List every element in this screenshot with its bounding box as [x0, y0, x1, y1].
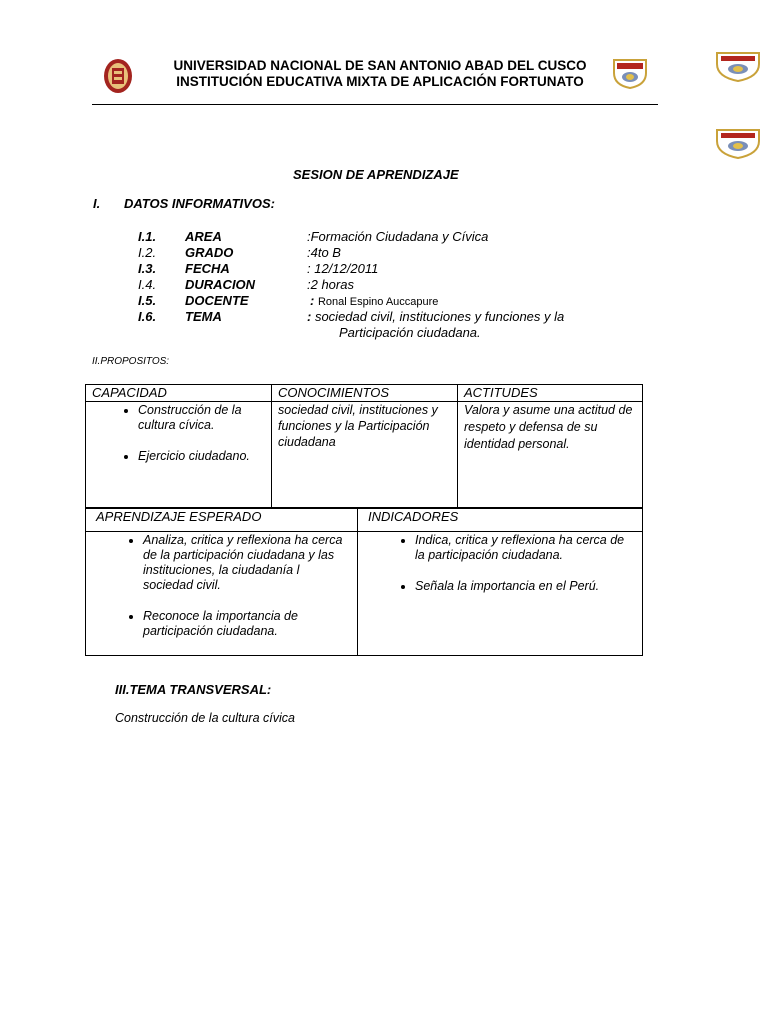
header-actitudes: ACTITUDES — [458, 385, 643, 402]
info-row-value: : 12/12/2011 — [307, 261, 379, 276]
header-conocimientos: CONOCIMIENTOS — [272, 385, 458, 402]
aprendizaje-cell — [86, 532, 358, 656]
info-row-key: AREA — [185, 229, 222, 244]
info-row-num: I.1. — [138, 229, 157, 244]
aprendizaje-table — [85, 508, 643, 656]
propositos-table — [85, 384, 643, 508]
info-row-key: TEMA — [185, 309, 222, 324]
info-row-value: :Formación Ciudadana y Cívica — [307, 229, 489, 244]
header-indicadores: INDICADORES — [358, 509, 643, 532]
info-row-value: :4to B — [307, 245, 341, 260]
conocimientos-cell: sociedad civil, instituciones y funciones y la Participación ciudadana — [272, 402, 458, 508]
info-row-value: : sociedad civil, instituciones y funciones y la — [307, 309, 565, 324]
header-divider — [92, 104, 658, 105]
info-row-num: I.6. — [138, 309, 157, 324]
school-crest-logo-2 — [714, 50, 762, 82]
actitudes-cell: Valora y asume una actitud de respeto y defensa de su identidad personal. — [458, 402, 643, 508]
info-row-key: DURACION — [185, 277, 256, 292]
school-crest-logo — [612, 57, 648, 89]
info-row-value: : Ronal Espino Auccapure — [310, 293, 439, 308]
section-3-label: III.TEMA TRANSVERSAL: — [115, 682, 272, 697]
list-item: • Analiza, critica y reflexiona ha cerca de la participación ciudadana y las instituciones, la ciudadanía l sociedad civil. — [143, 533, 351, 593]
list-item: • Indica, critica y reflexiona ha cerca de la participación ciudadana. — [415, 533, 636, 563]
header-university-name: UNIVERSIDAD NACIONAL DE SAN ANTONIO ABAD DEL CUSCO — [173, 58, 587, 73]
list-item: • Señala la importancia en el Perú. — [415, 579, 636, 594]
section-2-label: II.PROPOSITOS: — [92, 356, 170, 367]
info-row-key: GRADO — [185, 245, 234, 260]
list-item: • Reconoce la importancia de participación ciudadana. — [143, 609, 351, 639]
info-row-num: I.5. — [138, 293, 157, 308]
header-institution-name: INSTITUCIÓN EDUCATIVA MIXTA DE APLICACIÓN FORTUNATO — [176, 74, 584, 89]
info-row-num: I.4. — [138, 277, 157, 292]
section-1-number: I. — [93, 196, 101, 211]
info-row-value: :2 horas — [307, 277, 354, 292]
section-1-label: DATOS INFORMATIVOS: — [124, 196, 275, 211]
capacidad-cell — [86, 402, 272, 508]
header-aprendizaje-esperado: APRENDIZAJE ESPERADO — [86, 509, 358, 532]
document-title: SESION DE APRENDIZAJE — [293, 167, 459, 182]
info-row-num: I.3. — [138, 261, 157, 276]
info-row-value-continued: Participación ciudadana. — [339, 325, 481, 340]
indicadores-cell — [358, 532, 643, 656]
info-row-key: FECHA — [185, 261, 230, 276]
info-row-key: DOCENTE — [185, 293, 249, 308]
school-crest-logo-3 — [714, 127, 762, 159]
info-row-num: I.2. — [138, 245, 157, 260]
list-item: • Construcción de la cultura cívica. — [138, 403, 271, 433]
header-capacidad: CAPACIDAD — [86, 385, 272, 402]
list-item: • Ejercicio ciudadano. — [138, 449, 271, 464]
section-3-text: Construcción de la cultura cívica — [115, 711, 295, 725]
